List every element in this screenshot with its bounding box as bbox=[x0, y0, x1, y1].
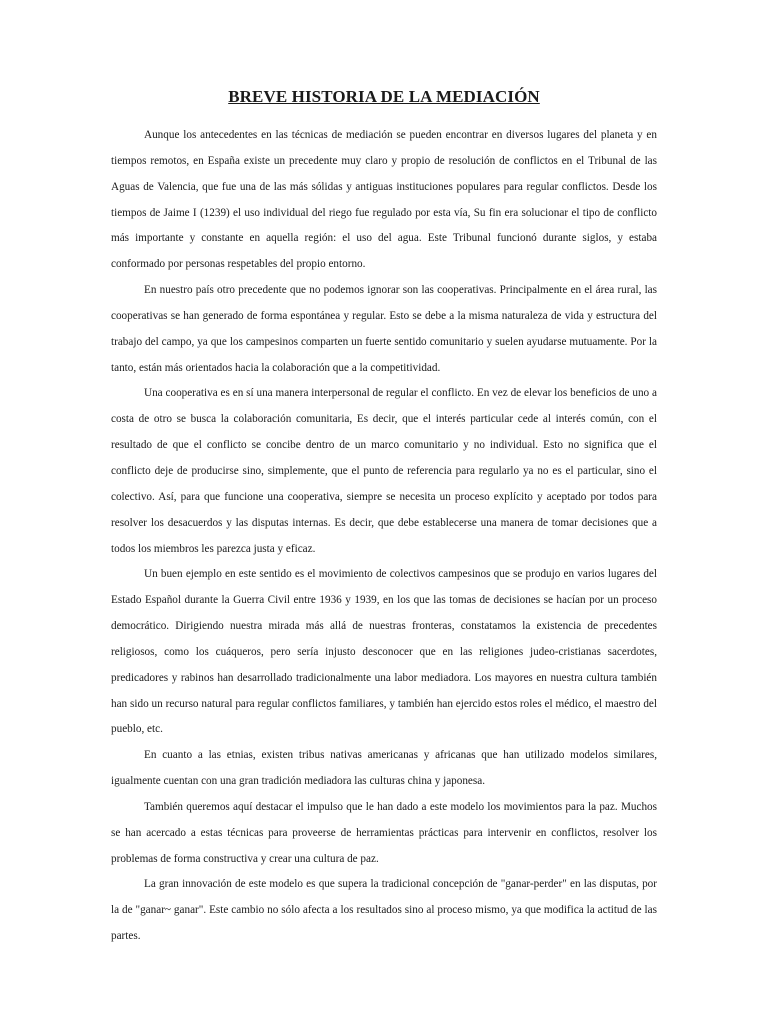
paragraph-1: Aunque los antecedentes en las técnicas de mediación se pueden encontrar en diversos lugares del planeta y en tiempos remotos, en España existe un precedente muy claro y propio de resolución de conflictos en el Tribunal de las Aguas de Valencia, que fue una de las más sólidas y antiguas instituciones populares para regular conflictos. Desde los tiempos de Jaime I (1239) el uso individual del riego fue regulado por esta vía, Su fin era solucionar el tipo de conflicto más importante y constante en aquella región: el uso del agua. Este Tribunal funcionó durante siglos, y estaba conformado por personas respetables del propio entorno. bbox=[111, 129, 657, 271]
paragraph-6: También queremos aquí destacar el impulso que le han dado a este modelo los movimientos para la paz. Muchos se han acercado a estas técnicas para proveerse de herramientas prácticas para intervenir en conflictos, resolver los problemas de forma constructiva y crear una cultura de paz. bbox=[111, 800, 657, 865]
document-page bbox=[111, 86, 657, 950]
paragraph-2: En nuestro país otro precedente que no podemos ignorar son las cooperativas. Principalmente en el área rural, las cooperativas se han generado de forma espontánea y regular. Esto se debe a la misma naturaleza de vida y estructura del trabajo del campo, ya que los campesinos comparten un fuerte sentido comunitario y suelen ayudarse mutuamente. Por la tanto, están más orientados hacia la colaboración que a la competitividad. bbox=[111, 284, 657, 374]
paragraph-7: La gran innovación de este modelo es que supera la tradicional concepción de "ganar-perder" en las disputas, por la de "ganar~ ganar". Este cambio no sólo afecta a los resultados sino al proceso mismo, ya que modifica la actitud de las partes. bbox=[111, 878, 657, 943]
paragraph-4: Un buen ejemplo en este sentido es el movimiento de colectivos campesinos que se produjo en varios lugares del Estado Español durante la Guerra Civil entre 1936 y 1939, en los que las tomas de decisiones se hacían por un proceso democrático. Dirigiendo nuestra mirada más allá de nuestras fronteras, constatamos la existencia de precedentes religiosos, como los cuáqueros, pero sería injusto desconocer que en las religiones judeo-cristianas sacerdotes, predicadores y rabinos han desarrollado tradicionalmente una labor mediadora. Los mayores en nuestra cultura también han sido un recurso natural para regular conflictos familiares, y también han ejercido estos roles el médico, el maestro del pueblo, etc. bbox=[111, 568, 657, 736]
paragraph-5: En cuanto a las etnias, existen tribus nativas americanas y africanas que han utilizado modelos similares, igualmente cuentan con una gran tradición mediadora las culturas china y japonesa. bbox=[111, 749, 657, 788]
page-title: BREVE HISTORIA DE LA MEDIACIÓN bbox=[228, 87, 540, 106]
paragraph-3: Una cooperativa es en sí una manera interpersonal de regular el conflicto. En vez de elevar los beneficios de uno a costa de otro se busca la colaboración comunitaria, Es decir, que el interés particular cede al interés común, con el resultado de que el conflicto se concibe dentro de un marco comunitario y no individual. Esto no significa que el conflicto deje de producirse sino, simplemente, que el punto de referencia para regularlo ya no es el particular, sino el colectivo. Así, para que funcione una cooperativa, siempre se necesita un proceso explícito y aceptado por todos para resolver los desacuerdos y las disputas internas. Es decir, que debe establecerse una manera de tomar decisiones que a todos los miembros les parezca justa y eficaz. bbox=[111, 387, 657, 555]
